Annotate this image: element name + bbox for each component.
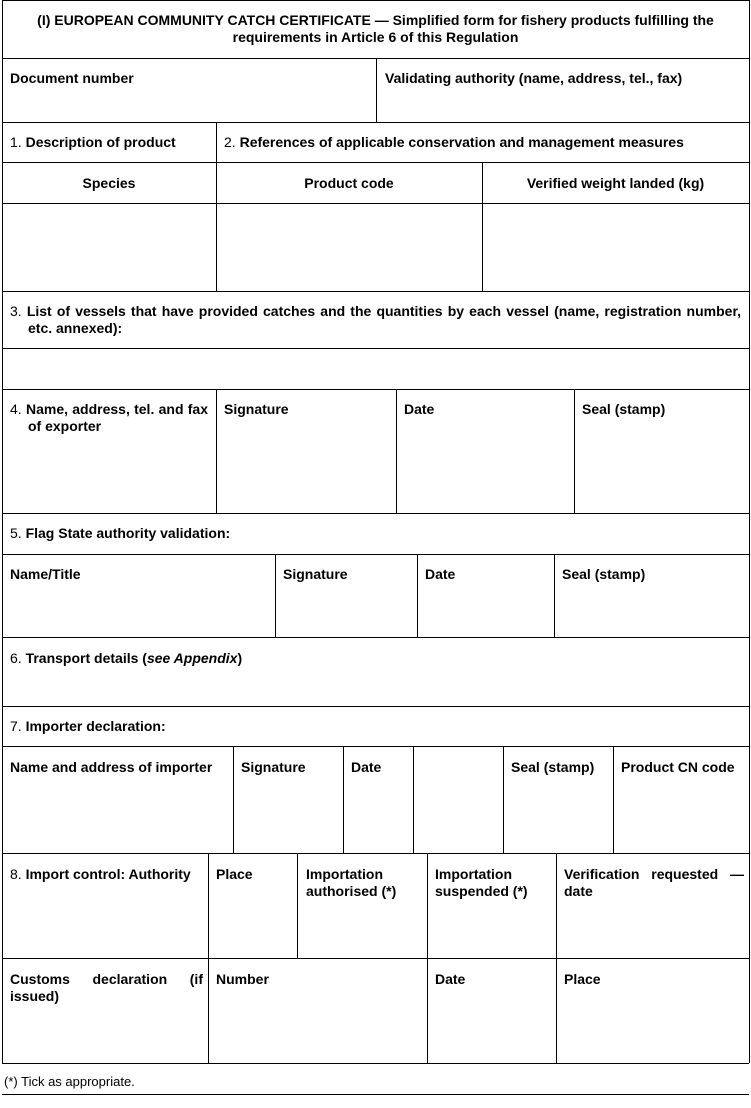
section-2-number: 2. xyxy=(224,134,236,150)
section-5-heading xyxy=(10,525,741,542)
section-5-label: Flag State authority validation: xyxy=(25,525,231,541)
section-4-heading xyxy=(10,401,208,435)
importer-signature-label: Signature xyxy=(241,759,306,775)
column-product-code: Product code xyxy=(304,175,394,191)
section-3-heading xyxy=(10,303,741,337)
importer-date-label: Date xyxy=(351,759,382,775)
vessels-field[interactable] xyxy=(3,349,748,388)
section-7-label: Importer declaration: xyxy=(25,718,166,734)
import-control-place-label: Place xyxy=(216,866,253,882)
section-6-label: Transport details ( xyxy=(25,650,147,666)
importer-cn-code-label: Product CN code xyxy=(621,759,735,775)
section-3-label: List of vessels that have provided catches and the quantities by each vessel (name, registration number, etc. annexed): xyxy=(26,303,742,336)
section-7-heading xyxy=(10,718,741,735)
customs-date-label: Date xyxy=(435,971,466,987)
column-verified-weight: Verified weight landed (kg) xyxy=(526,175,705,191)
section-4-number: 4. xyxy=(10,401,22,417)
verified-weight-field[interactable] xyxy=(483,204,748,290)
flag-date-label: Date xyxy=(425,566,456,582)
section-2-label: References of applicable conservation and management measures xyxy=(239,134,684,150)
importation-authorised-label: Importation authorised (*) xyxy=(306,866,397,899)
exporter-signature-label: Signature xyxy=(224,401,289,417)
importation-suspended-label: Importation suspended (*) xyxy=(435,866,528,899)
section-1-heading xyxy=(10,134,214,151)
form-title: (I) EUROPEAN COMMUNITY CATCH CERTIFICATE — Simplified form for fishery products fulfilling the requirements in Article 6 of this Regulation xyxy=(37,12,714,45)
section-4-label: Name, address, tel. and fax of exporter xyxy=(25,401,208,434)
exporter-date-label: Date xyxy=(404,401,435,417)
footnote-text: Tick as appropriate. xyxy=(21,1074,135,1089)
section-8-label: Import control: Authority xyxy=(25,866,191,882)
customs-declaration-label: Customs declaration (if issued) xyxy=(10,971,203,1004)
section-2-heading xyxy=(224,134,744,151)
product-code-field[interactable] xyxy=(217,204,481,290)
section-5-number: 5. xyxy=(10,525,22,541)
importer-seal-label: Seal (stamp) xyxy=(511,759,595,775)
validating-authority-label: Validating authority (name, address, tel., fax) xyxy=(385,70,683,86)
section-6-number: 6. xyxy=(10,650,22,666)
section-1-label: Description of product xyxy=(25,134,176,150)
footnote-mark: (*) xyxy=(4,1074,18,1089)
section-8-number: 8. xyxy=(10,866,22,882)
footnote xyxy=(4,1073,744,1090)
document-number-label: Document number xyxy=(10,70,134,86)
column-species: Species xyxy=(82,175,136,191)
verification-requested-label: Verification requested — date xyxy=(564,866,744,899)
importer-name-address-label: Name and address of importer xyxy=(10,759,213,775)
flag-seal-label: Seal (stamp) xyxy=(562,566,646,582)
exporter-seal-label: Seal (stamp) xyxy=(582,401,666,417)
importer-blank-field[interactable] xyxy=(414,747,502,852)
species-field[interactable] xyxy=(3,204,215,290)
section-6-appendix-ref: see Appendix xyxy=(146,650,238,666)
flag-name-title-label: Name/Title xyxy=(10,566,81,582)
section-7-number: 7. xyxy=(10,718,22,734)
flag-signature-label: Signature xyxy=(283,566,348,582)
section-3-number: 3. xyxy=(10,303,22,319)
section-8-heading xyxy=(10,866,206,883)
customs-place-label: Place xyxy=(564,971,601,987)
customs-number-label: Number xyxy=(216,971,269,987)
section-6-heading xyxy=(10,650,741,667)
section-1-number: 1. xyxy=(10,134,22,150)
section-6-label-end: ) xyxy=(237,650,243,666)
